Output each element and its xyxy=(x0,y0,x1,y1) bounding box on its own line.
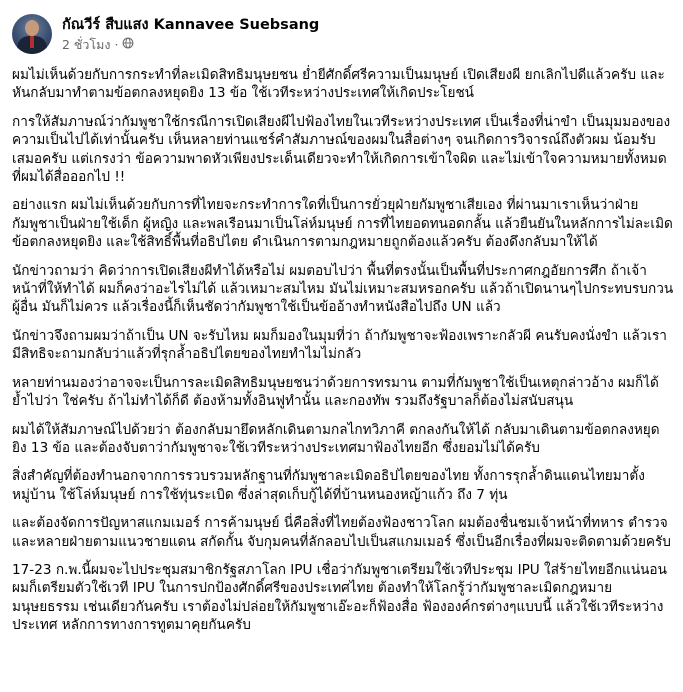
post-meta xyxy=(62,36,319,53)
avatar[interactable] xyxy=(12,14,52,54)
post-paragraph: สิ่งสำคัญที่ต้องทำนอกจากการรวบรวมหลักฐานที่กัมพูชาละเมิดอธิปไตยของไทย ทั้งการรุกล้ำดินแดนไทยมาตั้งหมู่บ้าน ใช้โล่ห์มนุษย์ การใช้ทุ่นระเบิด ซึ่งล่าสุดเก็บกู้ได้ที่บ้านหนองหญ้าแก้ว ถึง 7 ทุ่น xyxy=(12,468,645,503)
author-name[interactable]: กัณวีร์ สืบแสง Kannavee Suebsang xyxy=(62,16,320,33)
post-paragraph: อย่างแรก ผมไม่เห็นด้วยกับการที่ไทยจะกระทำการใดที่เป็นการยั่วยุฝ่ายกัมพูชาเสียเอง ที่ผ่านมาเราเห็นว่าฝ่ายกัมพูชาเป็นฝ่ายใช้เด็ก ผู้หญิง และพลเรือนมาเป็นโล่ห์มนุษย์ การที่ไทยอดทนอดกลั้น แล้วยืนยันในหลักการไม่ละเมิดข้อตกลงหยุดยิง และใช้สิทธิ์พื้นที่อธิปไตย ดำเนินการตามกฎหมายถูกต้องแล้วครับ ต้องดึงกลับมาให้ได้ xyxy=(12,197,673,251)
header-text xyxy=(62,16,319,53)
post-body xyxy=(12,66,674,645)
post-timestamp[interactable]: 2 ชั่วโมง xyxy=(62,36,111,52)
post-paragraph: ผมได้ให้สัมภาษณ์ไปด้วยว่า ต้องกลับมายึดหลักเดินตามกลไกทวิภาคี ตกลงกันให้ได้ กลับมาเดินตามข้อตกลงหยุดยิง 13 ข้อ และต้องจับตาว่ากัมพูชาจะใช้เวทีระหว่างประเทศมาฟ้องไทยอีก ซึ่งยอมไม่ได้ครับ xyxy=(12,421,660,456)
post-paragraph: ผมไม่เห็นด้วยกับการกระทำที่ละเมิดสิทธิมนุษยชน ย่ำยีศักดิ์ศรีความเป็นมนุษย์ เปิดเสียงผี ยกเลิกไปดีแล้วครับ และหันกลับมาทำตามข้อตกลงหยุดยิง 13 ข้อ ใช้เวทีระหว่างประเทศให้เกิดประโยชน์ xyxy=(12,67,665,102)
post-header xyxy=(12,12,319,56)
post-paragraph: นักข่าวถามว่า คิดว่าการเปิดเสียงผีทำได้หรือไม่ ผมตอบไปว่า พื้นที่ตรงนั้นเป็นพื้นที่ประกาศกฎอัยการศึก ถ้าเจ้าหน้าที่ให้ทำได้ ผมก็คงว่าอะไรไม่ได้ แล้วเหมาะสมไหม มันไม่เหมาะสมหรอกครับ แล้วถ้าเปิดนานๆไปกระทบรบกวนผู้อื่น มันก็ไม่ควร แล้วเรื่องนี้ก็เห็นชัดว่ากัมพูชาใช้เป็นข้ออ้างทำหนังสือไปถึง UN แล้ว xyxy=(12,262,674,316)
globe-icon[interactable] xyxy=(122,36,134,53)
post-paragraph: นักข่าวจึงถามผมว่าถ้าเป็น UN จะรับไหม ผมก็มองในมุมที่ว่า ถ้ากัมพูชาจะฟ้องเพราะกลัวผี คนรับคงนั่งขำ แล้วเรามีสิทธิจะถามกลับว่าแล้วที่รุกล้ำอธิปไตยของไทยทำไมไม่กลัว xyxy=(12,327,667,363)
post-paragraph: การให้สัมภาษณ์ว่ากัมพูชาใช้กรณีการเปิดเสียงผีไปฟ้องไทยในเวทีระหว่างประเทศ เป็นเรื่องที่น่าขำ เป็นมุมมองของความเป็นไปได้เท่านั้นครับ เห็นหลายท่านแชร์คำสัมภาษณ์ของผมในสื่อต่างๆ จนเกิดการวิจารณ์ถึงตัวผม น้อมรับเสมอครับ แต่เกรงว่า ข้อความพาดหัวเพียงประเด็นเดียวจะทำให้เกิดการเข้าใจผิด และไม่เข้าใจความหมายทั้งหมดที่ผมได้สื่อออกไป !! xyxy=(12,113,671,186)
post-paragraph: 17-23 ก.พ.นี้ผมจะไปประชุมสมาชิกรัฐสภาโลก IPU เชื่อว่ากัมพูชาเตรียมใช้เวทีประชุม IPU ใส่ร้ายไทยอีกแน่นอน ผมก็เตรียมตัวใช้เวที IPU ในการปกป้องศักดิ์ศรีของประเทศไทย ต้องทำให้โลกรู้ว่ากัมพูชาละเมิดกฎหมายมนุษยธรรม เช่นเดียวกันครับ เราต้องไม่ปล่อยให้กัมพูชาเอ๊ะอะก็ฟ้องสื่อ ฟ้ององค์กรต่างๆแบบนี้ แล้วใช้เวทีระหว่างประเทศ หลักการทางการทูตมาคุยกันครับ xyxy=(12,561,667,634)
meta-separator: · xyxy=(114,36,119,52)
post-paragraph: หลายท่านมองว่าอาจจะเป็นการละเมิดสิทธิมนุษยชนว่าด้วยการทรมาน ตามที่กัมพูชาใช้เป็นเหตุกล่าวอ้าง ผมก็ได้ย้ำไปว่า ใช่ครับ ถ้าไม่ทำได้ก็ดี ต้องห้ามทั้งอินฟูทำนั้น และกองทัพ รวมถึงรัฐบาลก็ต้องไม่สนับสนุน xyxy=(12,374,659,410)
post-paragraph: และต้องจัดการปัญหาสแกมเมอร์ การค้ามนุษย์ นี่คือสิ่งที่ไทยต้องฟ้องชาวโลก ผมต้องชื่นชมเจ้าหน้าที่ทหาร ตำรวจ และหลายฝ่ายตามแนวชายแดน สกัดกั้น จับกุมคนที่ลักลอบไปเป็นสแกมเมอร์ ซึ่งเป็นอีกเรื่องที่ผมจะติดตามด้วยครับ xyxy=(12,515,671,550)
